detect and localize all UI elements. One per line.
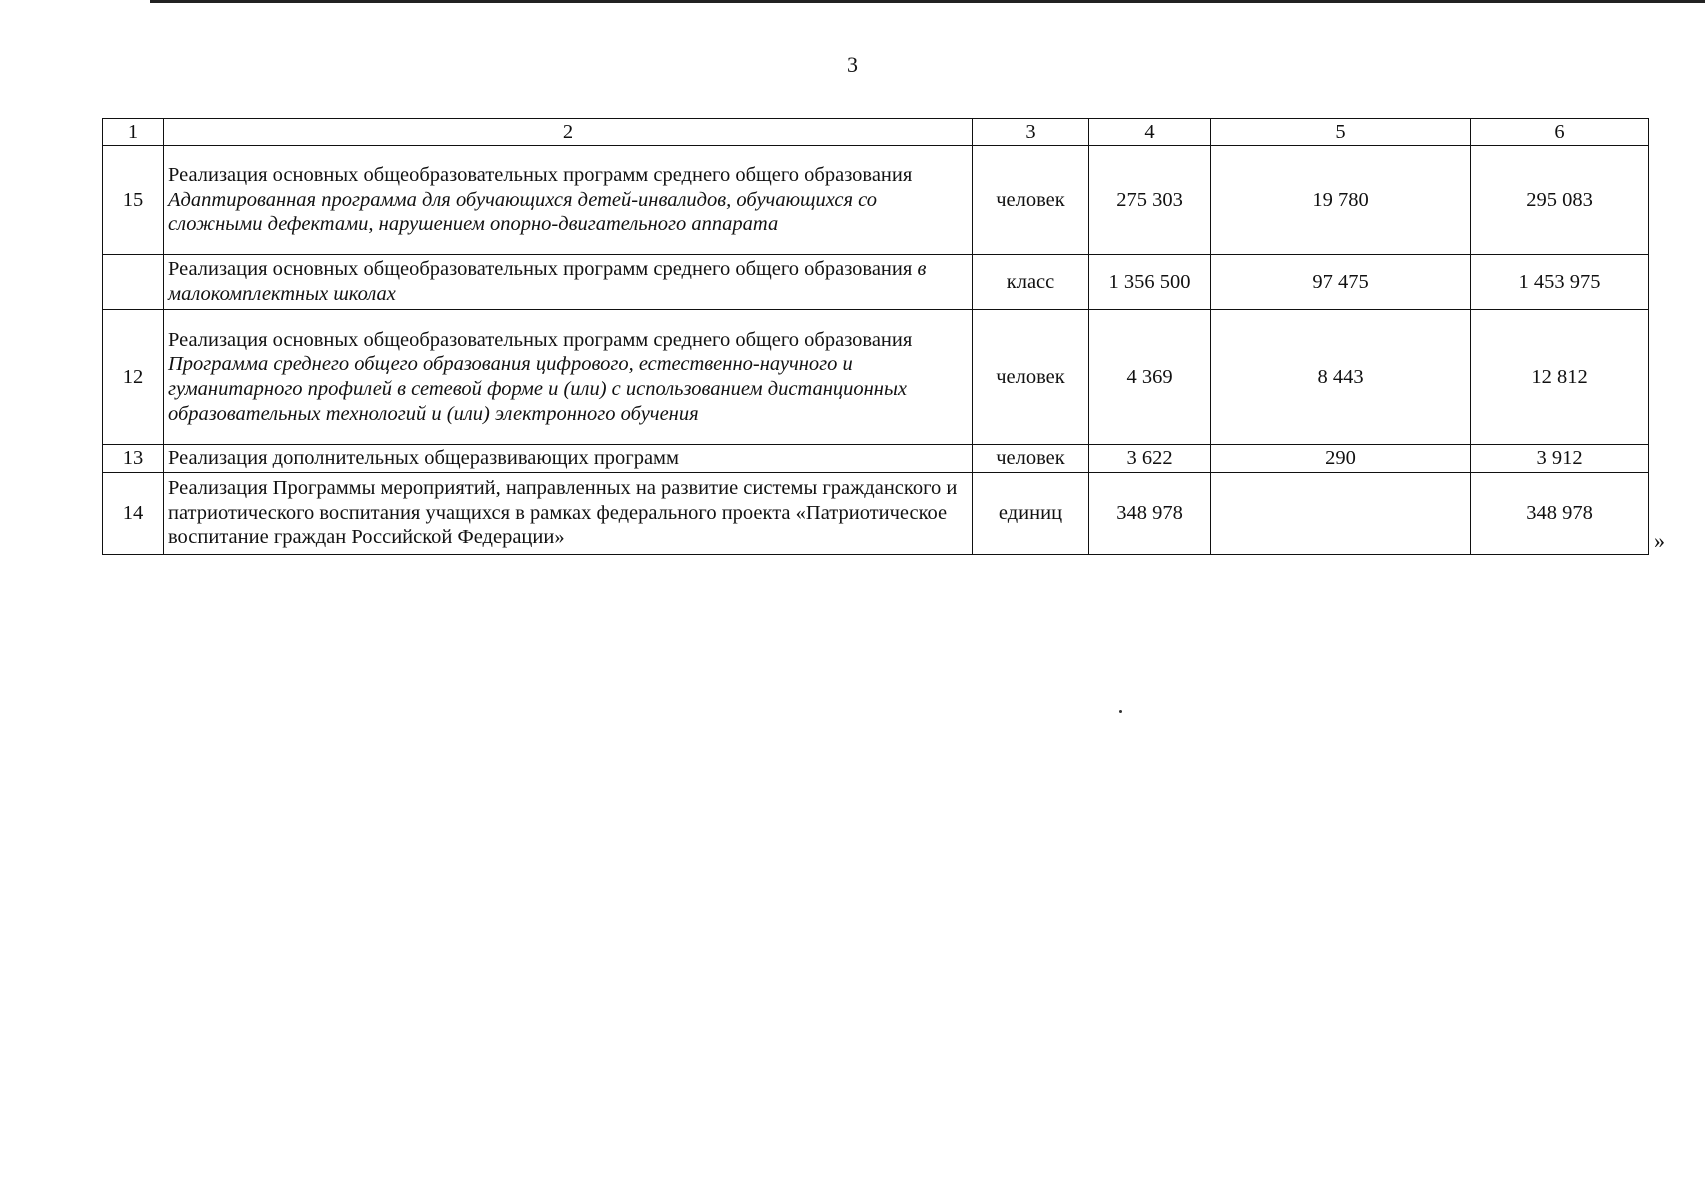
table-row (103, 472, 1649, 554)
page-number: 3 (847, 52, 858, 77)
header-cell-5: 5 (1211, 119, 1471, 146)
row-number: 14 (103, 472, 164, 554)
row-description (164, 255, 973, 310)
table-row (103, 310, 1649, 445)
row-value-col6: 348 978 (1471, 472, 1649, 554)
table-row (103, 255, 1649, 310)
table-header-row (103, 119, 1649, 146)
row-description (164, 310, 973, 445)
row-unit: человек (973, 310, 1089, 445)
header-cell-6: 6 (1471, 119, 1649, 146)
table-row (103, 445, 1649, 473)
row-value-col6: 3 912 (1471, 445, 1649, 473)
row-description (164, 146, 973, 255)
header-cell-1: 1 (103, 119, 164, 146)
description-text: Реализация основных общеобразовательных программ среднего общего образования (168, 258, 918, 281)
row-value-col6: 12 812 (1471, 310, 1649, 445)
row-unit: человек (973, 146, 1089, 255)
header-cell-3: 3 (973, 119, 1089, 146)
row-description (164, 445, 973, 473)
closing-quote-mark: » (1654, 528, 1665, 553)
table-row (103, 146, 1649, 255)
row-value-col6: 1 453 975 (1471, 255, 1649, 310)
scan-speck (1119, 710, 1122, 713)
row-description (164, 472, 973, 554)
row-value-col5: 8 443 (1211, 310, 1471, 445)
row-number (103, 255, 164, 310)
data-table (102, 118, 1649, 555)
row-value-col4: 348 978 (1089, 472, 1211, 554)
row-value-col5: 19 780 (1211, 146, 1471, 255)
description-italic-text: Адаптированная программа для обучающихся детей-инвалидов, обучающихся со сложными дефектами, нарушением опорно-двигательного аппарата (168, 188, 877, 236)
row-number: 12 (103, 310, 164, 445)
top-border-line (150, 0, 1705, 3)
row-value-col5 (1211, 472, 1471, 554)
row-unit: человек (973, 445, 1089, 473)
row-unit: единиц (973, 472, 1089, 554)
row-value-col4: 275 303 (1089, 146, 1211, 255)
row-value-col4: 3 622 (1089, 445, 1211, 473)
row-unit: класс (973, 255, 1089, 310)
description-text: Реализация основных общеобразовательных программ среднего общего образования (168, 164, 913, 187)
header-cell-4: 4 (1089, 119, 1211, 146)
header-cell-2: 2 (164, 119, 973, 146)
description-italic-text: в малокомплектных школах (168, 258, 927, 305)
row-number: 15 (103, 146, 164, 255)
description-italic-text: Программа среднего общего образования цифрового, естественно-научного и гуманитарного профилей в сетевой форме и (или) с использованием дистанционных образовательных технологий и (или) электронного обучения (168, 353, 907, 425)
description-text: Реализация дополнительных общеразвивающих программ (168, 447, 679, 469)
description-text: Реализация основных общеобразовательных программ среднего общего образования (168, 328, 913, 351)
row-value-col4: 4 369 (1089, 310, 1211, 445)
row-value-col6: 295 083 (1471, 146, 1649, 255)
row-value-col5: 97 475 (1211, 255, 1471, 310)
description-text: Реализация Программы мероприятий, направленных на развитие системы гражданского и патриотического воспитания учащихся в рамках федерального проекта «Патриотическое воспитание граждан Российской Федерации» (168, 477, 958, 549)
row-number: 13 (103, 445, 164, 473)
row-value-col5: 290 (1211, 445, 1471, 473)
row-value-col4: 1 356 500 (1089, 255, 1211, 310)
